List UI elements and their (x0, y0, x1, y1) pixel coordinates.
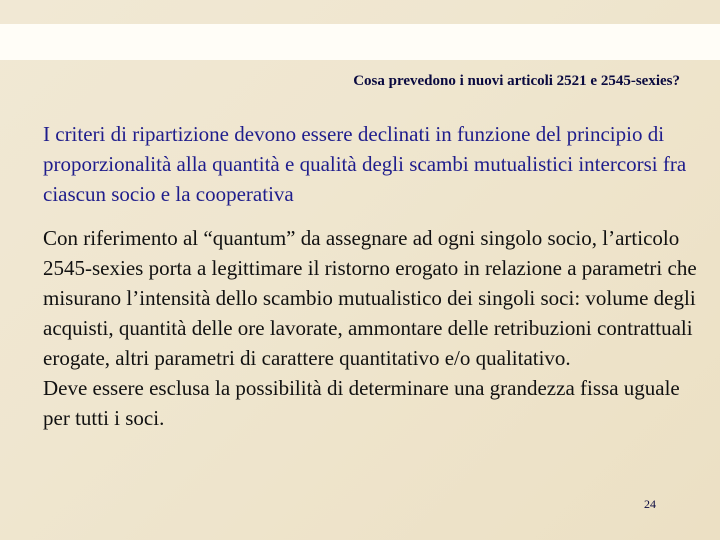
slide-body (43, 119, 703, 433)
page-number: 24 (644, 497, 656, 511)
slide-title: Cosa prevedono i nuovi articoli 2521 e 2545-sexies? (353, 73, 680, 89)
paragraph-quantum: Con riferimento al “quantum” da assegnare ad ogni singolo socio, l’articolo 2545-sexies porta a legittimare il ristorno erogato in relazione a parametri che misurano l’intensità dello scambio mutualistico dei singoli soci: volume degli acquisti, quantità delle ore lavorate, ammontare delle retribuzioni contrattuali erogate, altri parametri di carattere quantitativo e/o qualitativo. (43, 226, 697, 370)
paragraph-criteria: I criteri di ripartizione devono essere declinati in funzione del principio di proporzionalità alla quantità e qualità degli scambi mutualistici intercorsi fra ciascun socio e la cooperativa (43, 122, 687, 206)
header-band (0, 24, 720, 60)
paragraph-exclusion: Deve essere esclusa la possibilità di determinare una grandezza fissa uguale per tutti i soci. (43, 376, 680, 430)
